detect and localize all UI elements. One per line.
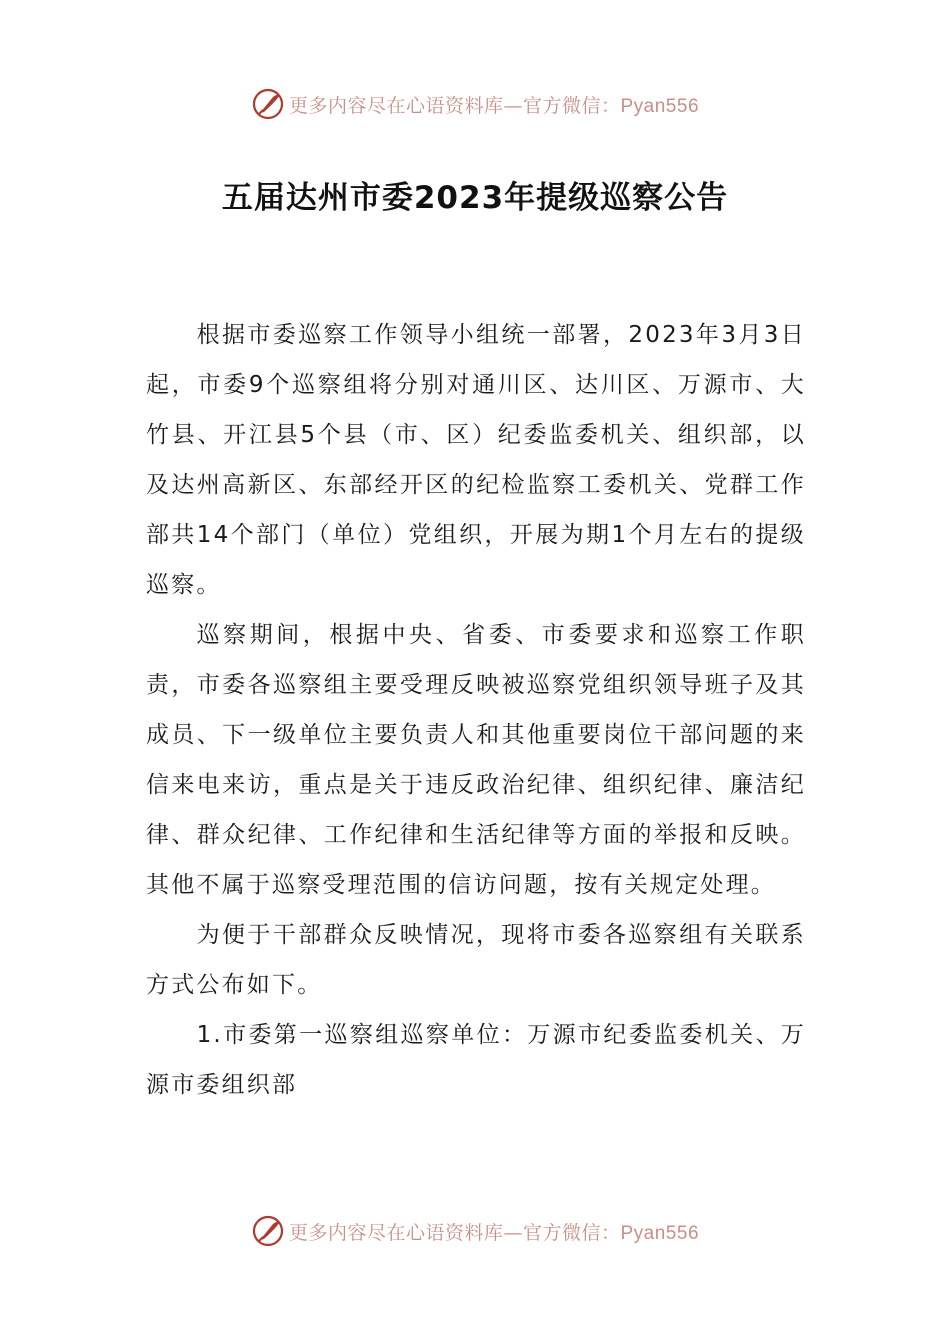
watermark-text: 更多内容尽在心语资料库—官方微信：Pyan556 [288, 94, 700, 117]
watermark-text: 更多内容尽在心语资料库—官方微信：Pyan556 [288, 1221, 700, 1244]
quill-logo-icon [251, 1214, 285, 1248]
top-watermark-banner [0, 84, 950, 124]
watermark-wechat-id: Pyan556 [620, 1222, 700, 1244]
document-title: 五届达州市委2023年提级巡察公告 [221, 180, 729, 216]
paragraph-1: 根据市委巡察工作领导小组统一部署，2023年3月3日起，市委9个巡察组将分别对通川区、达川区、万源市、大竹县、开江县5个县（市、区）纪委监委机关、组织部，以及达州高新区、东部经开区的纪检监察工委机关、党群工作部共14个部门（单位）党组织，开展为期1个月左右的提级巡察。 [146, 322, 806, 598]
paragraph-2: 巡察期间，根据中央、省委、市委要求和巡察工作职责，市委各巡察组主要受理反映被巡察党组织领导班子及其成员、下一级单位主要负责人和其他重要岗位干部问题的来信来电来访，重点是关于违反政治纪律、组织纪律、廉洁纪律、群众纪律、工作纪律和生活纪律等方面的举报和反映。其他不属于巡察受理范围的信访问题，按有关规定处理。 [146, 622, 806, 898]
quill-logo-icon [251, 87, 285, 121]
document-body [146, 310, 806, 1110]
paragraph-3: 为便于干部群众反映情况，现将市委各巡察组有关联系方式公布如下。 [146, 922, 806, 998]
watermark-wechat-id: Pyan556 [620, 95, 700, 117]
paragraph-4: 1.市委第一巡察组巡察单位：万源市纪委监委机关、万源市委组织部 [146, 1022, 806, 1098]
bottom-watermark-banner [0, 1211, 950, 1251]
